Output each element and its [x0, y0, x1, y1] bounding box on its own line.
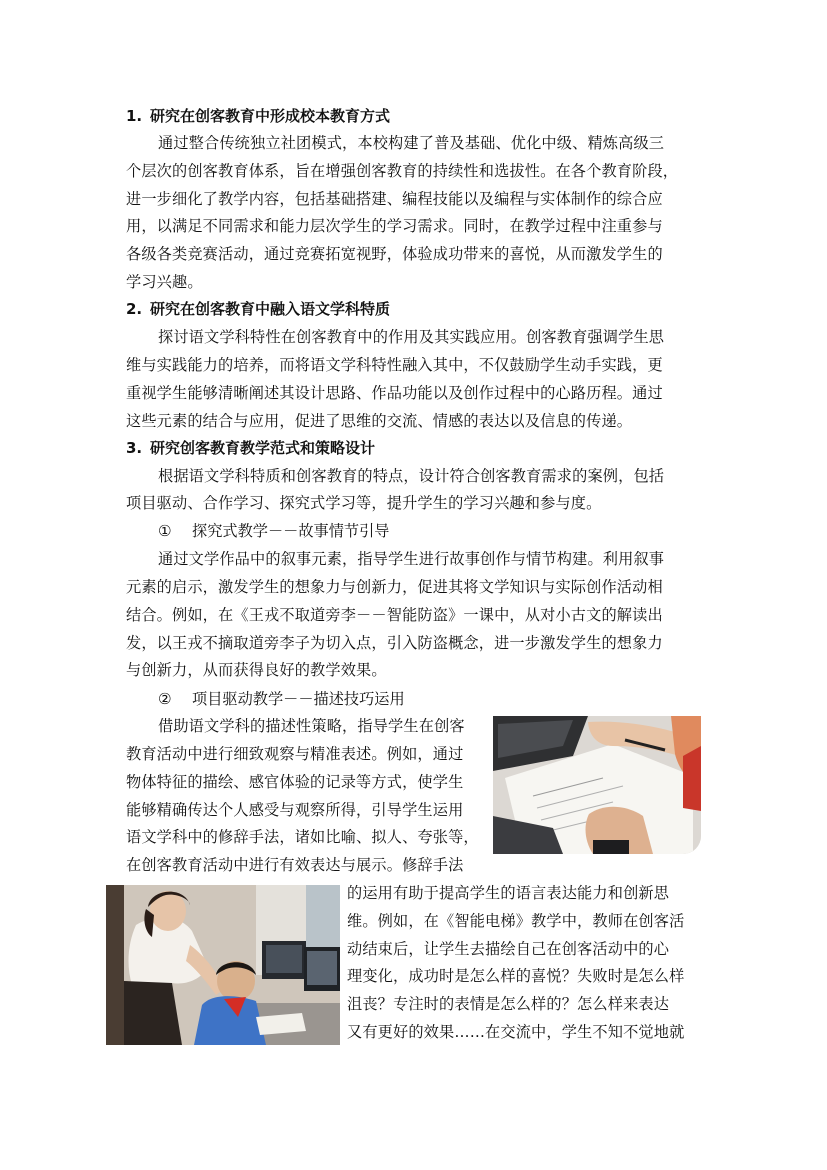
section-2-line: 重视学生能够清晰阐述其设计思路、作品功能以及创作过程中的心路历程。通过	[126, 384, 663, 402]
section-3-title: 研究创客教育教学范式和策略设计	[150, 439, 376, 457]
section-2-line: 这些元素的结合与应用，促进了思维的交流、情感的表达以及信息的传递。	[126, 412, 633, 430]
subsection-2-heading	[158, 685, 405, 713]
subsection-2-marker: ②	[158, 690, 172, 708]
section-1-line: 学习兴趣。	[126, 273, 203, 291]
subsection-2-line: 在创客教育活动中进行有效表达与展示。修辞手法	[126, 856, 464, 874]
subsection-2-line: 能够精确传达个人感受与观察所得，引导学生运用	[126, 801, 464, 819]
section-2-title: 研究在创客教育中融入语文学科特质	[150, 300, 391, 318]
section-3-line: 根据语文学科特质和创客教育的特点，设计符合创客教育需求的案例，包括	[158, 467, 665, 485]
subsection-1-heading	[158, 517, 389, 545]
section-3-line: 项目驱动、合作学习、探究式学习等，提升学生的学习兴趣和参与度。	[126, 494, 602, 512]
subsection-2-line: 动结束后，让学生去描绘自己在创客活动中的心	[347, 940, 670, 958]
section-1-title: 研究在创客教育中形成校本教育方式	[150, 107, 391, 125]
subsection-1-marker: ①	[158, 522, 172, 540]
subsection-2-line: 语文学科中的修辞手法，诸如比喻、拟人、夸张等，	[126, 828, 479, 846]
section-1-line: 个层次的创客教育体系，旨在增强创客教育的持续性和选拔性。在各个教育阶段，	[126, 162, 679, 180]
subsection-2-line: 沮丧？专注时的表情是怎么样的？怎么样来表达	[347, 995, 670, 1013]
subsection-2-line: 教育活动中进行细致观察与精准表述。例如，通过	[126, 745, 464, 763]
section-3-number: 3.	[126, 439, 143, 457]
subsection-2-line: 物体特征的描绘、感官体验的记录等方式，使学生	[126, 773, 464, 791]
section-2-line: 维与实践能力的培养，而将语文学科特性融入其中，不仅鼓励学生动手实践，更	[126, 356, 663, 374]
subsection-1-line: 发，以王戎不摘取道旁李子为切入点，引入防盗概念，进一步激发学生的想象力	[126, 634, 663, 652]
student-writing-photo	[493, 716, 701, 854]
section-2-line: 探讨语文学科特性在创客教育中的作用及其实践应用。创客教育强调学生思	[158, 328, 665, 346]
subsection-2-line: 维。例如，在《智能电梯》教学中，教师在创客活	[347, 912, 685, 930]
teacher-student-photo	[106, 885, 340, 1045]
subsection-1-line: 元素的启示，激发学生的想象力与创新力，促进其将文学知识与实际创作活动相	[126, 578, 663, 596]
section-1-heading	[126, 104, 390, 128]
section-2-heading	[126, 297, 390, 321]
section-1-line: 进一步细化了教学内容，包括基础搭建、编程技能以及编程与实体制作的综合应	[126, 190, 663, 208]
subsection-2-line: 理变化，成功时是怎么样的喜悦？失败时是怎么样	[347, 967, 685, 985]
section-1-line: 通过整合传统独立社团模式，本校构建了普及基础、优化中级、精炼高级三	[158, 134, 665, 152]
subsection-2-title: 项目驱动教学－－描述技巧运用	[192, 690, 405, 708]
subsection-2-line: 的运用有助于提高学生的语言表达能力和创新思	[347, 884, 670, 902]
subsection-1-line: 与创新力，从而获得良好的教学效果。	[126, 661, 387, 679]
subsection-2-line: 又有更好的效果……在交流中，学生不知不觉地就	[347, 1023, 685, 1041]
section-1-line: 各级各类竞赛活动，通过竞赛拓宽视野，体验成功带来的喜悦，从而激发学生的	[126, 245, 663, 263]
section-1-number: 1.	[126, 107, 143, 125]
subsection-1-title: 探究式教学－－故事情节引导	[192, 522, 390, 540]
subsection-1-line: 结合。例如，在《王戎不取道旁李－－智能防盗》一课中，从对小古文的解读出	[126, 606, 663, 624]
subsection-2-line: 借助语文学科的描述性策略，指导学生在创客	[158, 717, 465, 735]
subsection-1-line: 通过文学作品中的叙事元素，指导学生进行故事创作与情节构建。利用叙事	[158, 550, 665, 568]
section-1-line: 用，以满足不同需求和能力层次学生的学习需求。同时，在教学过程中注重参与	[126, 217, 663, 235]
section-2-number: 2.	[126, 300, 143, 318]
section-3-heading	[126, 436, 375, 460]
